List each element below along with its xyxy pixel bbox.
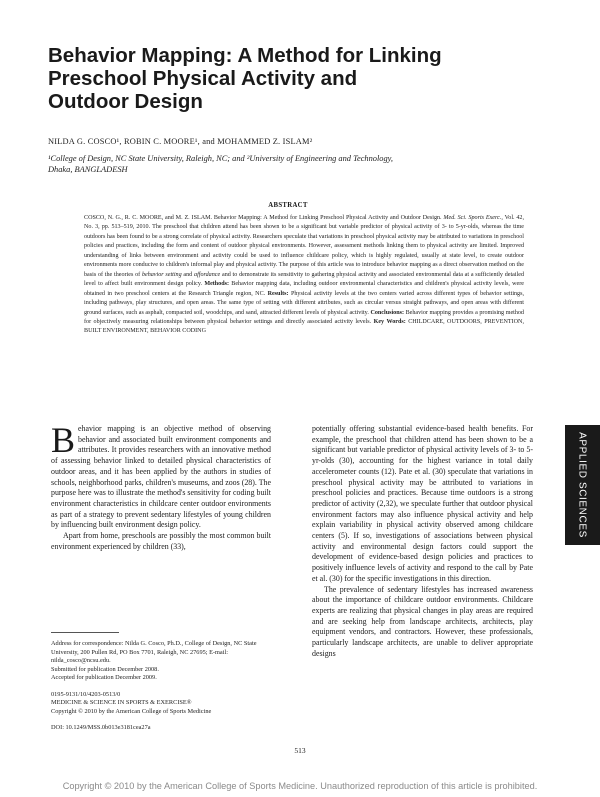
abstract-keywords: CHILDCARE, OUTDOORS, PREVENTION, BUILT ENVIRONMENT, BEHAVIOR CODING bbox=[84, 318, 524, 335]
abstract-purpose: and to demonstrate its sensitivity to gathering physical activity and associated environmental data at a sufficiently detailed level to affect built environment design policy. bbox=[84, 271, 525, 288]
journal-abbrev: Med. Sci. Sports Exerc., bbox=[443, 215, 503, 221]
drop-cap: B bbox=[51, 420, 76, 460]
journal-note: MEDICINE & SCIENCE IN SPORTS & EXERCISE® bbox=[51, 699, 192, 706]
author-list: NILDA G. COSCO¹, ROBIN C. MOORE¹, and MOHAMMED Z. ISLAM² bbox=[48, 137, 313, 146]
section-side-tab bbox=[565, 425, 600, 545]
title-line: Preschool Physical Activity and bbox=[48, 67, 358, 90]
title-line: Outdoor Design bbox=[48, 90, 203, 113]
abstract-conclusions: Behavior mapping provides a promising method for objectively measuring relationships between physical behavior settings and directly associated activity levels. bbox=[84, 309, 524, 325]
abstract-body bbox=[84, 214, 524, 337]
correspondence-note: Address for correspondence: Nilda G. Cosco, Ph.D., College of Design, NC State University, 200 Pullen Rd, PO Box 7701, Raleigh, NC 27695; E-mail: nilda_cosco@ncsu.edu. bbox=[51, 640, 257, 664]
issn-note: 0195-9131/10/4203-0513/0 bbox=[51, 690, 121, 698]
keywords-label: Key Words: bbox=[373, 318, 406, 325]
copyright-footer: Copyright © 2010 by the American College of Sports Medicine. Unauthorized reproduction of this article is prohibited. bbox=[62, 781, 538, 791]
affiliation-line: ¹College of Design, NC State University, Raleigh, NC; and ²University of Engineering and Technology, bbox=[48, 154, 394, 163]
conclusions-label: Conclusions: bbox=[370, 309, 404, 316]
affiliations bbox=[48, 153, 508, 175]
term-affordance: affordance bbox=[194, 271, 221, 278]
article-title bbox=[48, 44, 528, 113]
body-paragraph: Apart from home, preschools are possibly the most common built environment experienced by children (33), bbox=[51, 531, 271, 551]
body-paragraph: The prevalence of sedentary lifestyles has increased awareness about the importance of childcare outdoor environments. Childcare experts are realizing that physical changes in play areas are required and are seeking help from landscape architects, architects, play equipment vendors, and contractors. However, these professionals, particularly landscape architects, are unable to deliver appropriate designs bbox=[312, 584, 533, 658]
footnote-spacer bbox=[51, 683, 273, 691]
section-side-tab-label: APPLIED SCIENCES bbox=[576, 432, 588, 538]
term-behavior-setting: behavior setting bbox=[141, 271, 182, 278]
submitted-note: Submitted for publication December 2008. bbox=[51, 665, 159, 673]
title-line: Behavior Mapping: A Method for Linking bbox=[48, 44, 442, 67]
abstract-background: Vol. 42, No. 3, pp. 513–519, 2010. The preschool that children attend has been shown to be a significant but variable predictor of physical activity of 3- to 5-yr-olds, whereas the time outdoors has been found to be a strong correlate of physical activity. Researchers speculate that variations in preschool physical activity may be attributed to variations in preschool policies and practices, including the form and content of outdoor physical environments. However, assessment methods linking them to physical activity are limited. Improved understanding of links between environment and activity could be used to influence childcare policy, which is highly regulated, usually at state level, to create outdoor environments more conducive to children's informal play and physical activity. The purpose of this article was to introduce behavior mapping as a direct observation method on the basis of the theories of bbox=[84, 215, 525, 278]
abstract-citation: COSCO, N. G., R. C. MOORE, and M. Z. ISLAM. Behavior Mapping: A Method for Linking Preschool Physical Activity and Outdoor Design. bbox=[84, 215, 442, 221]
conjunction: and bbox=[183, 271, 193, 278]
footnote-spacer bbox=[51, 716, 273, 724]
results-label: Results: bbox=[267, 290, 289, 297]
abstract-heading: ABSTRACT bbox=[268, 202, 308, 209]
footnote-divider bbox=[51, 632, 119, 633]
intro-text: ehavior mapping is an objective method of observing behavior and associated built environment components and attributes. It provides researchers with an innovative method of assessing behavior linked to detailed physical characteristics of outdoor areas, and it has been applied by the authors in studies of schools, neighborhood parks, children's museums, and zoos (28). The purpose here was to illustrate the method's sensitivity for coding built environment characteristics in childcare center outdoor environments as part of a strategy to prevent sedentary lifestyles of young children by influencing built environment design policy. bbox=[51, 424, 271, 530]
abstract-methods: Behavior mapping data, including outdoor environmental characteristics and children's physical activity levels, were obtained in two preschool centers at the Research Triangle region, NC. bbox=[84, 281, 524, 297]
body-column-right bbox=[312, 424, 533, 659]
methods-label: Methods: bbox=[204, 281, 230, 288]
affiliation-line: Dhaka, BANGLADESH bbox=[48, 165, 128, 174]
body-column-left bbox=[51, 420, 271, 624]
page-number: 513 bbox=[294, 746, 306, 755]
footnotes bbox=[51, 640, 273, 733]
body-paragraph: potentially offering substantial evidence-based health benefits. For example, the preschool that children attend has been shown to be a significant but variable predictor of physical activity levels of 3- to 5-yr-olds (30), accounting for the highest variance in total daily accelerometer counts (12). Pate et al. (30) speculate that variations in preschool physical activity may be attributed to variations in preschool policies and practices. Because time outdoors is a strong predictor of activity (2,32), we speculate further that outdoor physical environment factors may also influence physical activity and help explain variability in physical activity observed among childcare centers (5). If so, investigations of associations between physical activity and environmental design factors could support the development of evidence-based design policies and practices to positively influence levels of activity and respond to the call by Pate et al. (30) for the specific investigations in this direction. bbox=[312, 424, 533, 583]
copyright-note: Copyright © 2010 by the American College of Sports Medicine bbox=[51, 707, 212, 715]
accepted-note: Accepted for publication December 2009. bbox=[51, 674, 157, 681]
abstract-results: Physical activity levels at the two centers varied across different types of behavior settings, including pathways, play structures, and open areas. The same type of setting with different attributes, such as circular versus straight pathways, and open areas with different ground surfaces, such as asphalt, compacted soil, woodchips, and sand, attracted different levels of physical activity. bbox=[84, 290, 525, 316]
doi-note: DOI: 10.1249/MSS.0b013e3181cea27a bbox=[51, 724, 151, 731]
body-paragraph bbox=[51, 420, 271, 531]
